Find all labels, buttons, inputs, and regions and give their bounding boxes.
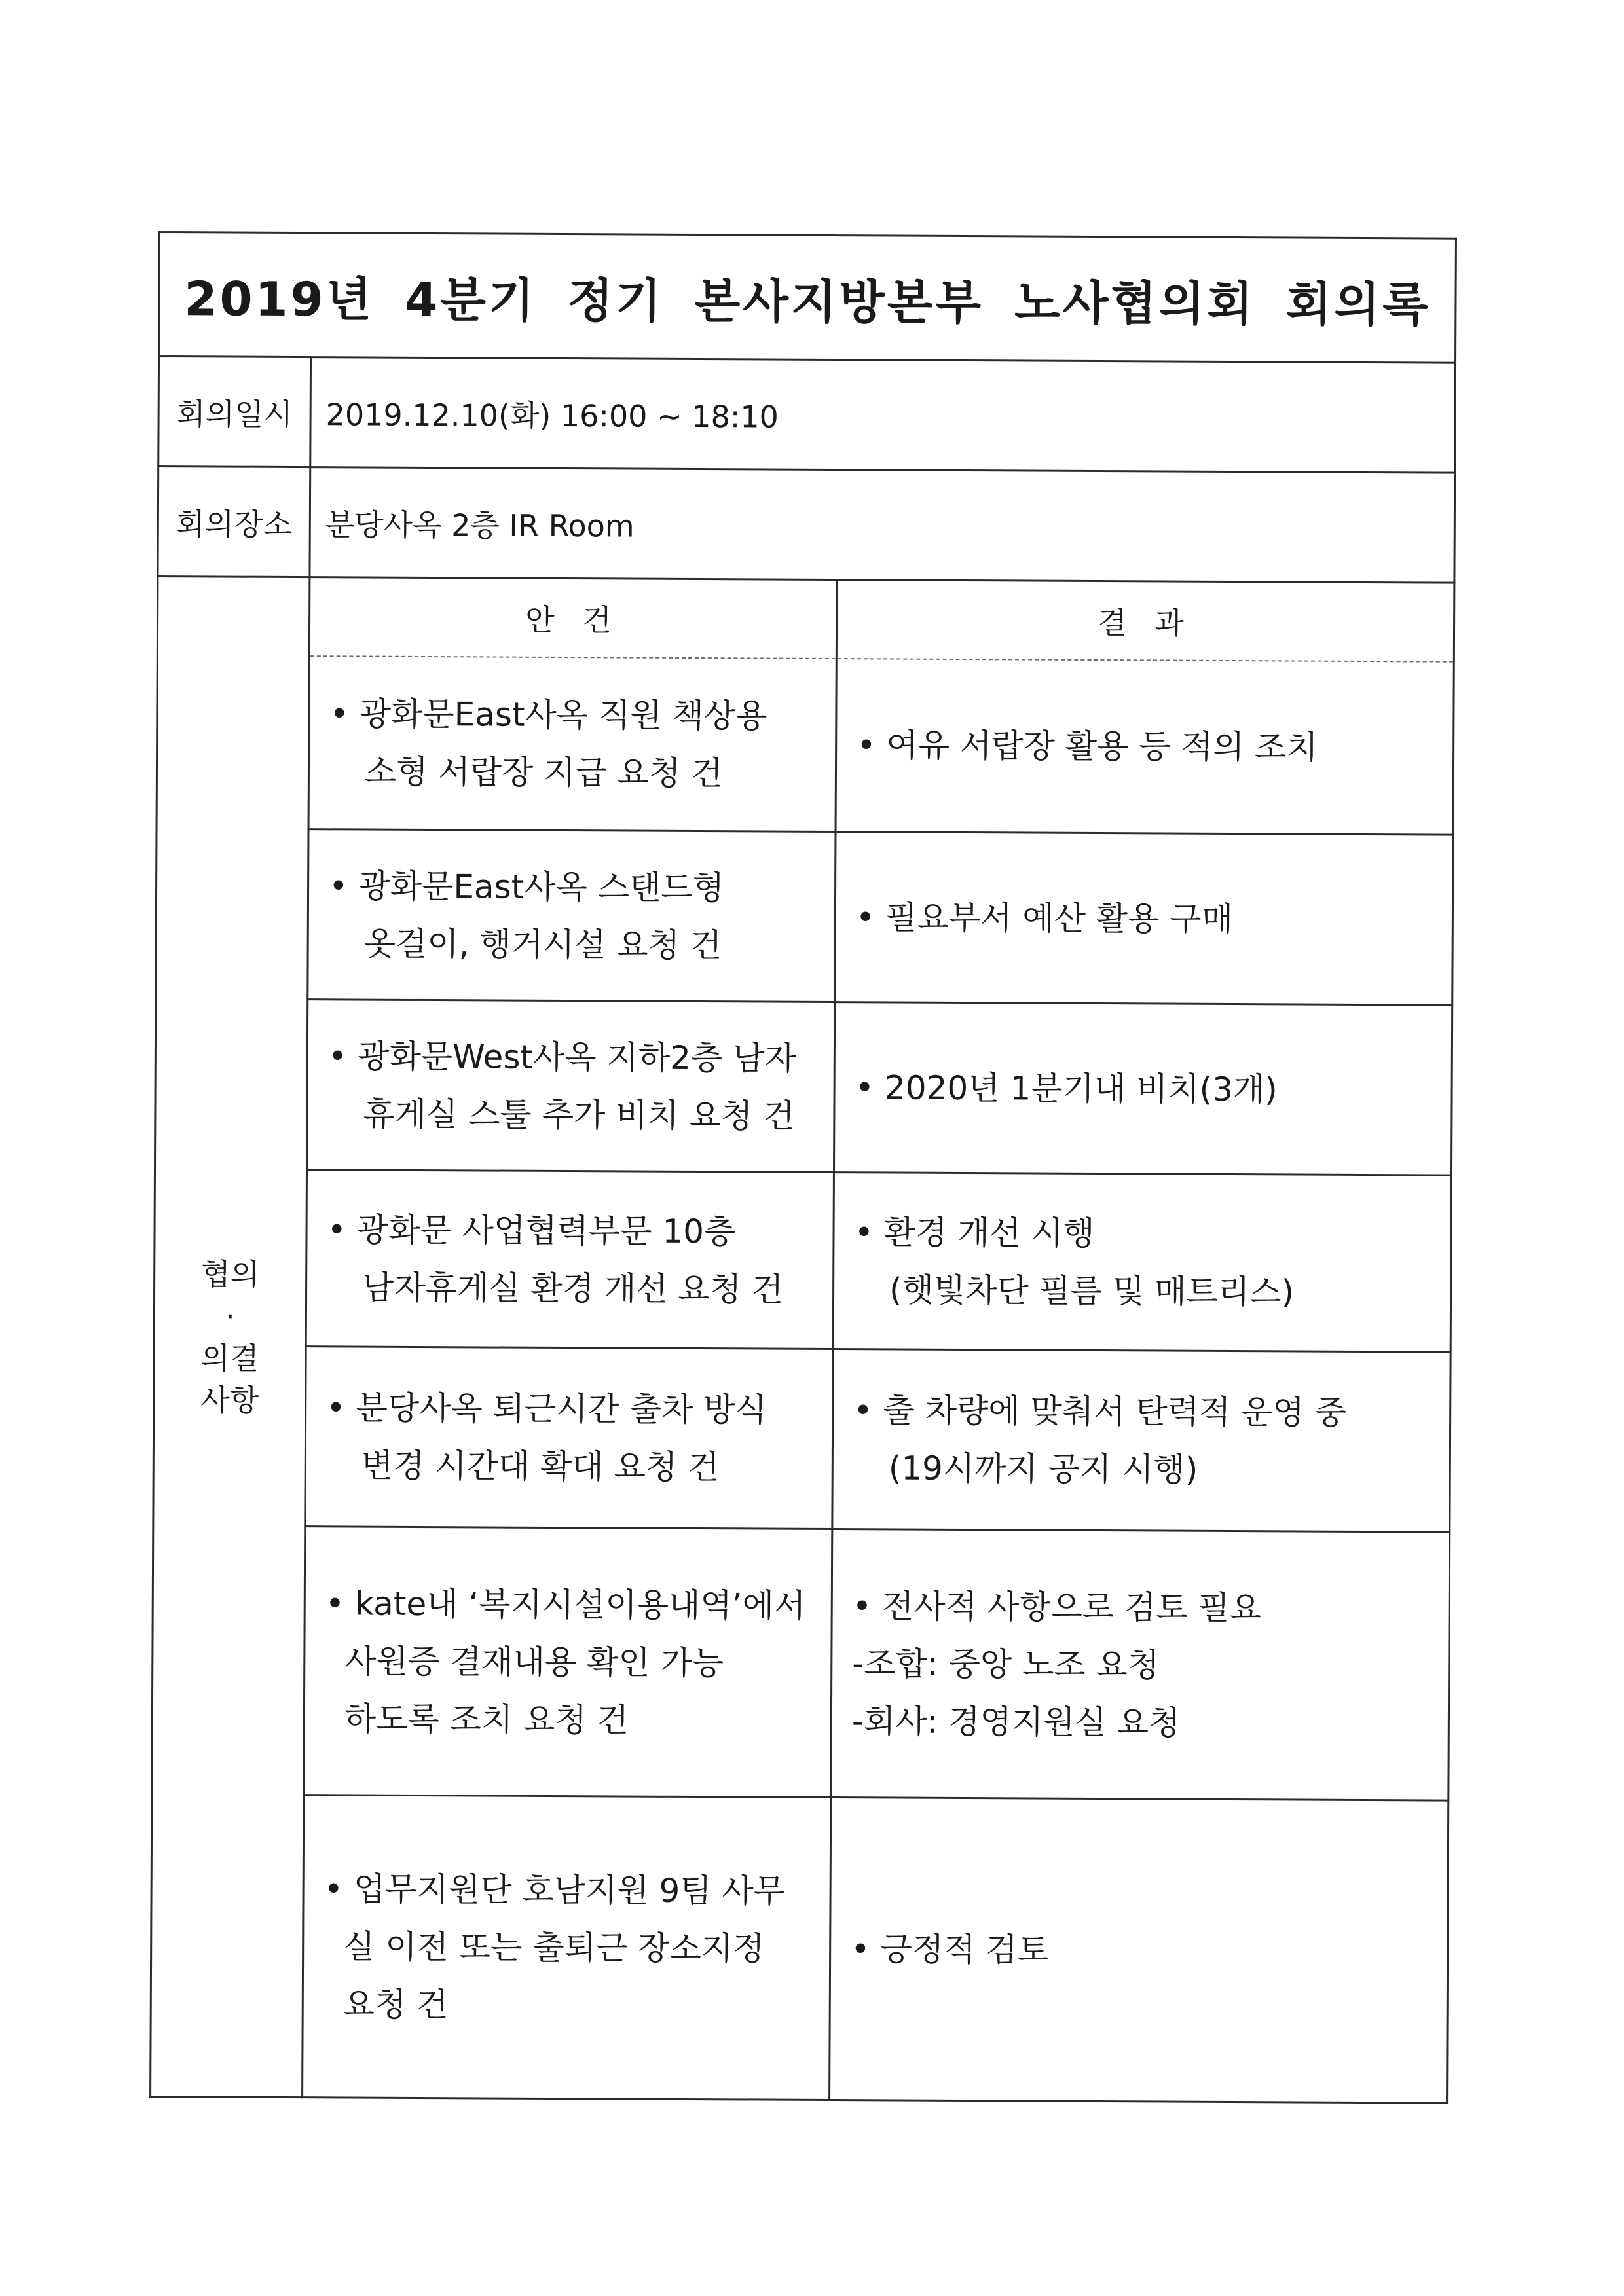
agenda-line: • 광화문East사옥 직원 책상용 (329, 695, 767, 735)
agenda-cell (306, 1000, 834, 1173)
result-cell (833, 1173, 1451, 1353)
result-line: • 전사적 사항으로 검토 필요 (852, 1586, 1262, 1627)
agenda-line: 변경 시간대 확대 요청 건 (361, 1446, 720, 1487)
result-line: • 긍정적 검토 (851, 1929, 1050, 1969)
agenda-cell (308, 829, 836, 1002)
section-label-line: · (225, 1298, 235, 1334)
result-line: (19시까지 공지 시행) (888, 1449, 1198, 1489)
place-value: 분당사옥 2층 IR Room (310, 467, 1455, 583)
agenda-line: • 업무지원단 호남지원 9팀 사무 (323, 1869, 786, 1910)
minutes-sheet (149, 231, 1455, 2102)
minutes-table (149, 231, 1457, 2104)
agenda-line: • 광화문West사옥 지하2층 남자 (327, 1036, 796, 1078)
agenda-cell (303, 1795, 831, 2100)
column-header-result: 결 과 (836, 580, 1454, 662)
agenda-line: 옷걸이, 행거시설 요청 건 (363, 924, 722, 964)
result-line: • 출 차량에 맞춰서 탄력적 운영 중 (853, 1391, 1347, 1432)
agenda-line: 남자휴게실 환경 개선 요청 건 (361, 1268, 784, 1309)
result-line: • 2020년 1분기내 비치(3개) (855, 1068, 1278, 1108)
agenda-cell (305, 1347, 833, 1529)
agenda-line: 소형 서랍장 지급 요청 건 (364, 752, 723, 792)
agenda-line: • 광화문East사옥 스탠드형 (328, 866, 725, 907)
section-label-line: 사항 (200, 1381, 259, 1418)
section-label (151, 577, 310, 2098)
result-line: (햇빛차단 필름 및 매트리스) (889, 1270, 1295, 1311)
date-label: 회의일시 (158, 357, 311, 467)
agenda-line: • 광화문 사업협력부문 10층 (327, 1210, 736, 1250)
agenda-line: 요청 건 (342, 1984, 449, 2024)
section-label-line: 협의 (201, 1256, 260, 1292)
result-line: -회사: 경영지원실 요청 (851, 1702, 1181, 1742)
result-line: • 여유 서랍장 활용 등 적의 조치 (857, 725, 1318, 767)
agenda-cell (304, 1527, 832, 1798)
agenda-line: 사원증 결재내용 확인 가능 (344, 1641, 724, 1682)
result-cell (832, 1349, 1450, 1533)
agenda-cell (308, 656, 836, 832)
agenda-line: • 분당사옥 퇴근시간 출차 방식 (326, 1389, 767, 1429)
date-value: 2019.12.10(화) 16:00 ~ 18:10 (310, 357, 1456, 473)
agenda-cell (306, 1170, 834, 1349)
result-cell (836, 659, 1454, 835)
result-cell (834, 1002, 1452, 1176)
agenda-line: 하도록 조치 요청 건 (344, 1699, 629, 1740)
agenda-line: 휴게실 스툴 추가 비치 요청 건 (363, 1095, 795, 1135)
result-line: • 필요부서 예산 활용 구매 (855, 898, 1234, 938)
document-title: 2019년 4분기 정기 본사지방본부 노사협의회 회의록 (159, 232, 1456, 363)
section-label-line: 의결 (200, 1339, 259, 1376)
result-line: -조합: 중앙 노조 요청 (852, 1644, 1160, 1684)
result-cell (835, 832, 1453, 1006)
result-line: • 환경 개선 시행 (854, 1212, 1095, 1252)
column-header-agenda: 안 건 (309, 577, 837, 659)
place-label: 회의장소 (158, 467, 310, 577)
agenda-line: • kate내 ‘복지시설이용내역’에서 (325, 1584, 806, 1625)
agenda-line: 실 이전 또는 출퇴근 장소지정 (343, 1927, 765, 1968)
result-cell (830, 1798, 1449, 2104)
result-cell (831, 1529, 1450, 1801)
